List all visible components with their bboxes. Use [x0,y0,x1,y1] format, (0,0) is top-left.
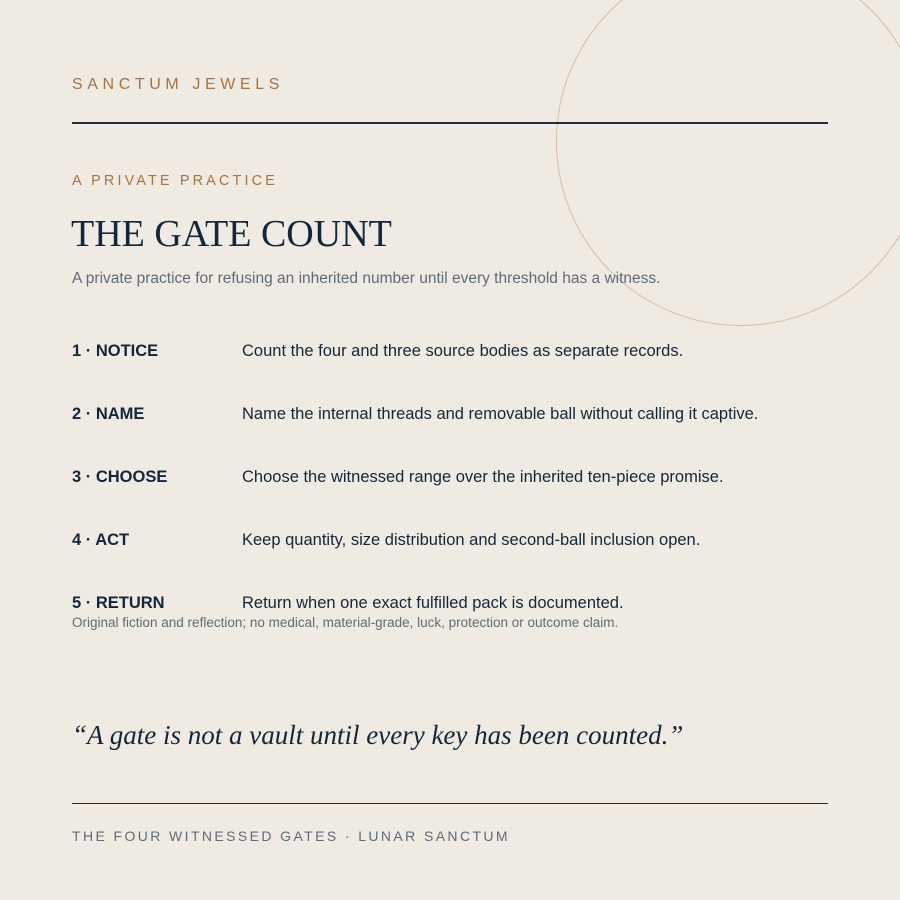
step-name [72,405,828,427]
step-choose [72,468,828,490]
step-label: 3 · CHOOSE [72,468,168,486]
step-return [72,594,828,616]
disclaimer: Original fiction and reflection; no medical, material-grade, luck, protection or outcome claim. [72,615,619,630]
page-subtitle: A private practice for refusing an inherited number until every threshold has a witness. [72,270,661,287]
pull-quote: “A gate is not a vault until every key has been counted.” [72,720,684,750]
step-label: 2 · NAME [72,405,145,423]
page-title: THE GATE COUNT [71,213,392,255]
step-act [72,531,828,553]
footer-text: THE FOUR WITNESSED GATES · LUNAR SANCTUM [72,828,510,844]
step-description: Return when one exact fulfilled pack is documented. [242,594,624,612]
step-label: 5 · RETURN [72,594,165,612]
step-description: Name the internal threads and removable ball without calling it captive. [242,405,759,423]
step-description: Keep quantity, size distribution and second-ball inclusion open. [242,531,701,549]
step-label: 1 · NOTICE [72,342,159,360]
step-description: Count the four and three source bodies as separate records. [242,342,684,360]
eyebrow-label: A PRIVATE PRACTICE [72,173,278,189]
brand-name: SANCTUM JEWELS [72,76,284,93]
step-label: 4 · ACT [72,531,130,549]
bottom-divider [72,803,828,804]
step-notice [72,342,828,364]
step-description: Choose the witnessed range over the inherited ten-piece promise. [242,468,724,486]
top-divider [72,122,828,124]
